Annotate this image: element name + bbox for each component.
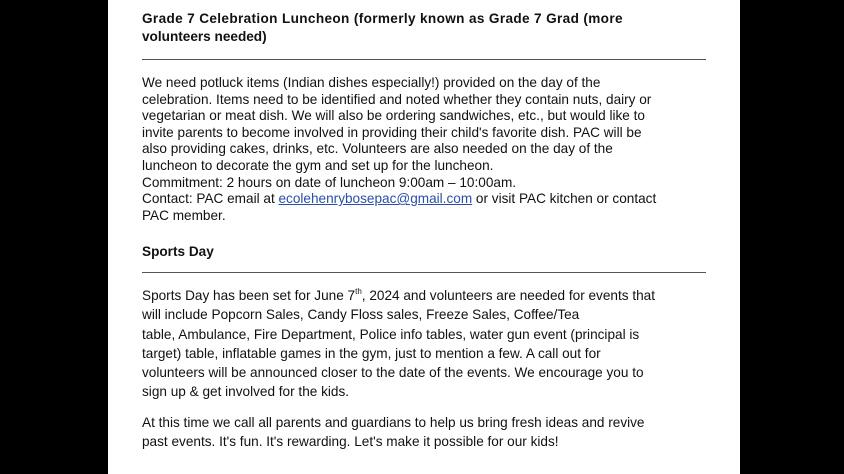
sports-line1-prefix: Sports Day has been set for June 7 (142, 288, 356, 303)
sports-body (142, 286, 655, 402)
contact-email-link[interactable]: ecolehenrybosepac@gmail.com (278, 191, 473, 207)
contact-suffix: or visit PAC kitchen or contact (472, 191, 657, 207)
luncheon-title-line2: volunteers needed) (142, 29, 267, 44)
section-divider (142, 272, 706, 273)
body-line: celebration. Items need to be identified and noted whether they contain nuts, dairy or (142, 91, 652, 107)
contact-line (142, 191, 656, 208)
sports-line1 (142, 286, 655, 305)
contact-prefix: Contact: PAC email at (142, 191, 279, 207)
sports-line1-sup: th (355, 287, 362, 296)
body-line: invite parents to become involved in providing their child's favorite dish. PAC will be (142, 124, 642, 140)
contact-line2: PAC member. (142, 207, 226, 223)
body-line: will include Popcorn Sales, Candy Floss sales, Freeze Sales, Coffee/Tea (142, 307, 580, 323)
body-line: table, Ambulance, Fire Department, Police info tables, water gun event (principal is (142, 326, 640, 342)
body-line: target) table, inflatable games in the gym, just to mention a few. A call out for (142, 345, 601, 361)
body-line: past events. It's fun. It's rewarding. Let's make it possible for our kids! (142, 434, 559, 450)
section-divider (142, 59, 706, 60)
luncheon-title-line1: Grade 7 Celebration Luncheon (formerly known as Grade 7 Grad (more (142, 11, 623, 26)
closing-paragraph (142, 413, 645, 452)
body-line: We need potluck items (Indian dishes especially!) provided on the day of the (142, 75, 601, 90)
body-line: volunteers will be announced closer to the date of the events. We encourage you to (142, 365, 644, 381)
body-line: luncheon to decorate the gym and set up for the luncheon. (142, 157, 494, 173)
body-line: also providing cakes, drinks, etc. Volunteers are also needed on the day of the (142, 141, 613, 157)
luncheon-body (142, 75, 656, 224)
body-line: sign up & get involved for the kids. (142, 384, 350, 400)
sports-line1-suffix: , 2024 and volunteers are needed for events that (361, 288, 655, 303)
commitment-line: Commitment: 2 hours on date of luncheon 9:00am – 10:00am. (142, 174, 517, 190)
document-page (108, 0, 740, 474)
body-line: At this time we call all parents and guardians to help us bring fresh ideas and revive (142, 415, 645, 430)
sports-title: Sports Day (142, 244, 214, 259)
body-line: vegetarian or meat dish. We will also be ordering sandwiches, etc., but would like to (142, 108, 645, 124)
